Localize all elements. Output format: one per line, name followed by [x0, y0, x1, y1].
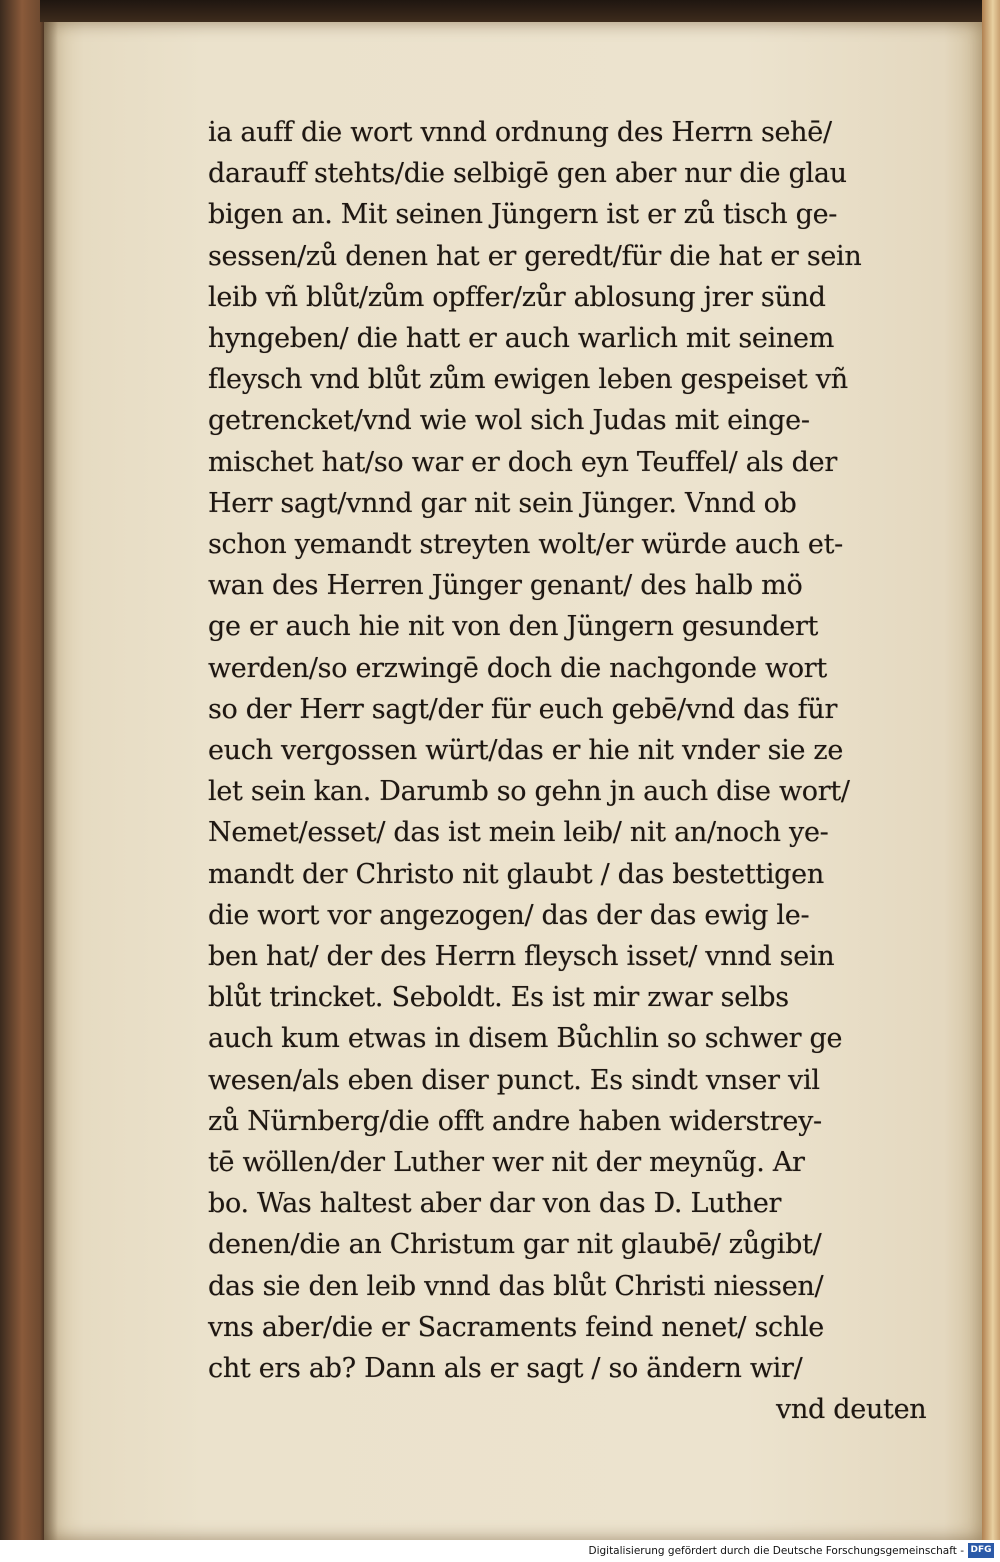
text-line: sessen/zů denen hat er geredt/für die hat er sein [208, 240, 862, 272]
text-line: darauff stehts/die selbigē gen aber nur die glau [208, 158, 847, 190]
text-line: hyngeben/ die hatt er auch warlich mit seinem [208, 323, 835, 355]
text-line: schon yemandt streyten wolt/er würde auch et- [208, 529, 843, 561]
book-top-edge [40, 0, 1000, 22]
catchword: vnd deuten [776, 1394, 927, 1426]
text-line: werden/so erzwingē doch die nachgonde wort [208, 652, 827, 684]
dfg-logo: DFG [968, 1543, 994, 1558]
text-line: mischet hat/so war er doch eyn Teuffel/ als der [208, 446, 837, 478]
text-line: mandt der Christo nit glaubt / das bestettigen [208, 858, 824, 890]
text-line: so der Herr sagt/der für euch gebē/vnd das für [208, 693, 838, 725]
text-line: das sie den leib vnnd das blůt Christi niessen/ [208, 1270, 824, 1302]
digitization-credit: Digitalisierung gefördert durch die Deutsche Forschungsgemeinschaft - [588, 1545, 964, 1557]
text-line: zů Nürnberg/die offt andre haben widerstrey- [208, 1105, 822, 1137]
text-line: leib vñ blůt/zům opffer/zůr ablosung jrer sünd [208, 281, 826, 313]
text-line: denen/die an Christum gar nit glaubē/ zůgibt/ [208, 1229, 822, 1261]
text-line: wan des Herren Jünger genant/ des halb mö [208, 570, 803, 602]
text-line: blůt trincket. Seboldt. Es ist mir zwar selbs [208, 982, 789, 1014]
text-line: ge er auch hie nit von den Jüngern gesundert [208, 611, 819, 643]
text-line: bo. Was haltest aber dar von das D. Luther [208, 1188, 782, 1220]
text-line: bigen an. Mit seinen Jüngern ist er zů tisch ge- [208, 199, 838, 231]
text-line: cht ers ab? Dann als er sagt / so ändern wir/ [208, 1353, 803, 1385]
page-gutter-shadow [44, 22, 58, 1540]
text-line: wesen/als eben diser punct. Es sindt vnser vil [208, 1064, 820, 1096]
text-line: ben hat/ der des Herrn fleysch isset/ vnnd sein [208, 941, 835, 973]
text-line: die wort vor angezogen/ das der das ewig le- [208, 899, 810, 931]
text-line: euch vergossen würt/das er hie nit vnder sie ze [208, 735, 844, 767]
text-line: Nemet/esset/ das ist mein leib/ nit an/noch ye- [208, 817, 829, 849]
text-line: fleysch vnd blůt zům ewigen leben gespeiset vñ [208, 364, 848, 396]
text-line: let sein kan. Darumb so gehn jn auch dise wort/ [208, 776, 850, 808]
book-cover-edge [982, 0, 1000, 1562]
text-line: ia auff die wort vnnd ordnung des Herrn sehē/ [208, 117, 832, 148]
page-text [208, 112, 948, 1431]
text-line: Herr sagt/vnnd gar nit sein Jünger. Vnnd ob [208, 487, 797, 519]
text-line: auch kum etwas in disem Bůchlin so schwer ge [208, 1023, 843, 1055]
text-line: tē wöllen/der Luther wer nit der meynũg. Ar [208, 1147, 805, 1179]
text-line: getrencket/vnd wie wol sich Judas mit einge- [208, 405, 810, 437]
text-line: vns aber/die er Sacraments feind nenet/ schle [208, 1311, 824, 1343]
